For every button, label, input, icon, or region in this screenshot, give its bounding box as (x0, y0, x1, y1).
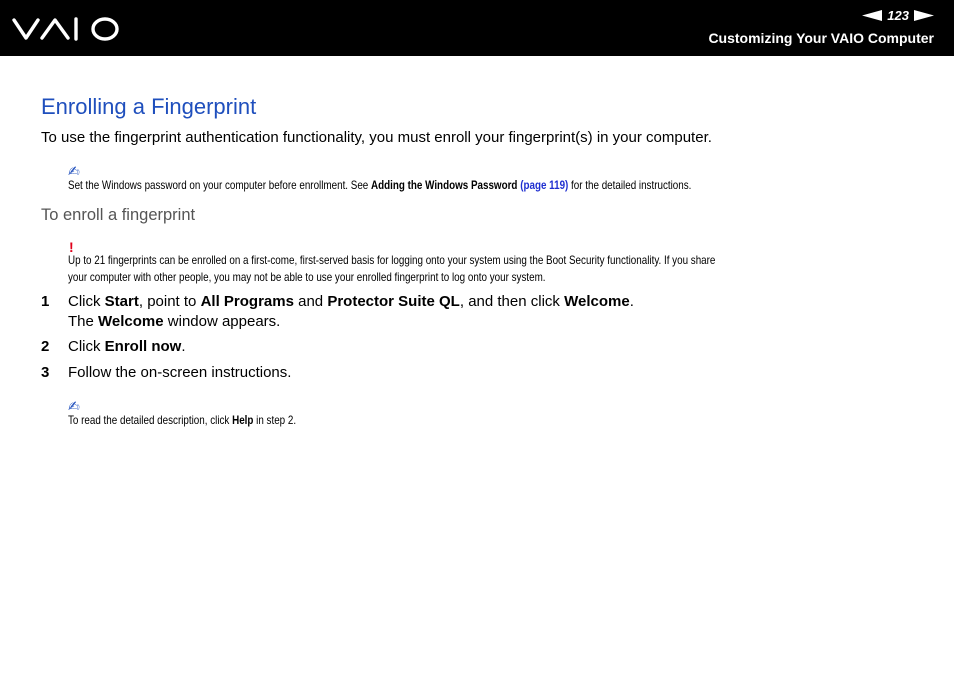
step-text-part: Click (68, 293, 105, 310)
step-text-part: , point to (138, 293, 201, 310)
step-number: 3 (41, 364, 50, 381)
section-title: Customizing Your VAIO Computer (708, 30, 934, 46)
note-pencil-icon: ✍ (68, 398, 80, 414)
step-text-part: window appears. (163, 313, 281, 330)
ui-term: Help (232, 413, 254, 427)
procedure-heading: To enroll a fingerprint (41, 206, 196, 224)
step-text-part: . (629, 293, 634, 310)
step-text (68, 293, 634, 310)
ui-term: Protector Suite QL (327, 293, 460, 310)
next-page-icon[interactable] (914, 10, 934, 21)
step-text (68, 338, 186, 355)
step-text-part: . (181, 338, 186, 355)
note-bold-link-title: Adding the Windows Password (371, 178, 518, 192)
note-text-part: To read the detailed description, click (68, 413, 233, 427)
page-header (0, 0, 954, 56)
note-pencil-icon: ✍ (68, 163, 80, 179)
page-reference-link[interactable]: (page 119) (520, 178, 569, 192)
step-text-part: Click (68, 338, 105, 355)
note-text-part: for the detailed instructions. (568, 178, 692, 192)
note-text (68, 412, 296, 429)
ui-term: Welcome (98, 313, 164, 330)
step-text-part: , and then click (459, 293, 565, 310)
ui-term: Welcome (564, 293, 630, 310)
intro-paragraph: To use the fingerprint authentication functionality, you must enroll your fingerprint(s) in your computer. (41, 129, 712, 146)
ui-term: Start (104, 293, 139, 310)
step-text-part: and (293, 293, 328, 310)
ui-term: Enroll now (104, 338, 182, 355)
previous-page-icon[interactable] (862, 10, 882, 21)
note-text (68, 177, 691, 194)
warning-text-line: Up to 21 fingerprints can be enrolled on a first-come, first-served basis for logging onto your system using the Boot Security functionality. If you share (68, 253, 716, 267)
step-number: 2 (41, 338, 50, 355)
vaio-logo (12, 14, 120, 42)
page-number: 123 (887, 7, 909, 23)
page-title: Enrolling a Fingerprint (41, 94, 257, 119)
note-text-part: in step 2. (253, 413, 297, 427)
note-text-part: Set the Windows password on your computer before enrollment. See (68, 178, 372, 192)
ui-term: All Programs (200, 293, 294, 310)
step-text-part: The (68, 313, 99, 330)
step-number: 1 (41, 293, 50, 310)
warning-text-line: your computer with other people, you may not be able to use your enrolled fingerprint to log onto your system. (68, 270, 546, 284)
warning-icon: ! (69, 239, 74, 255)
step-result-text (68, 313, 280, 330)
page-navigation (862, 6, 934, 24)
step-text: Follow the on-screen instructions. (68, 364, 292, 381)
